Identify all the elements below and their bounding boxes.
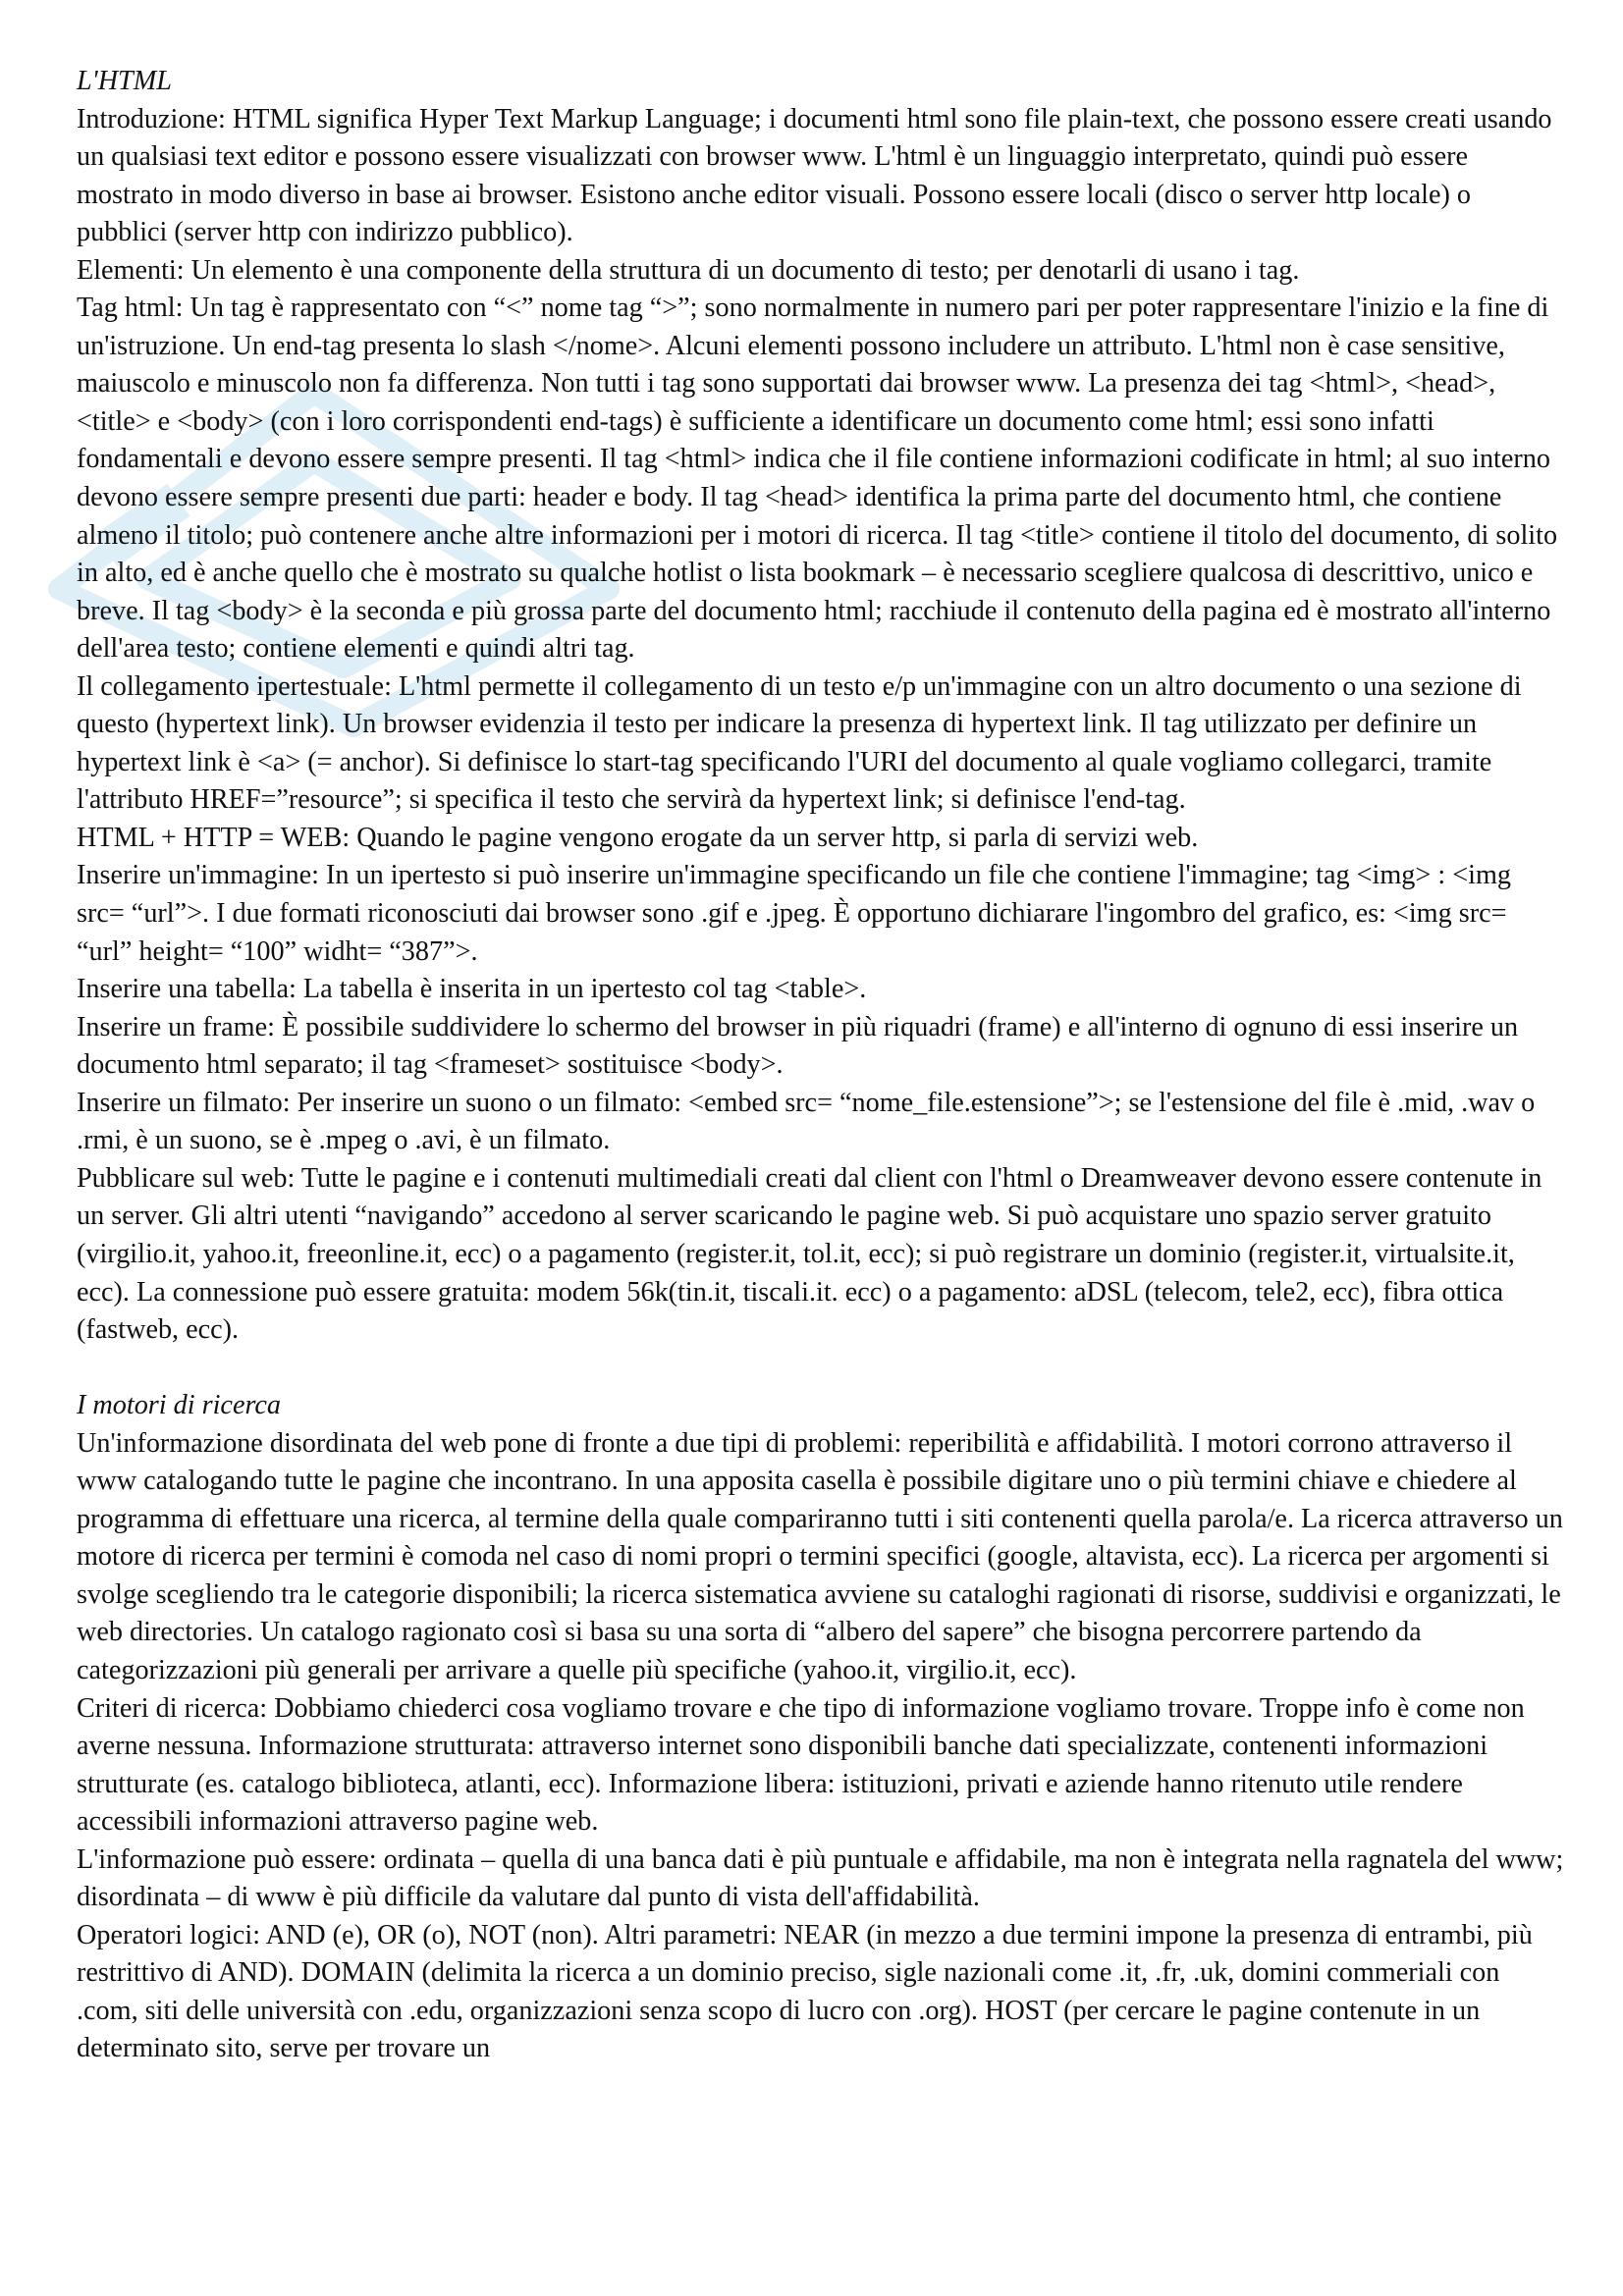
paragraph-tabella: Inserire una tabella: La tabella è inserita in un ipertesto col tag <table>. [77,974,867,1005]
paragraph-html-http-web: HTML + HTTP = WEB: Quando le pagine vengono erogate da un server http, si parla di servizi web. [77,822,1199,853]
paragraph-motori-intro: Un'informazione disordinata del web pone di fronte a due tipi di problemi: reperibilità e affidabilità. I motori corrono attraverso il www catalogando tutte le pagine che incontrano. In una apposita casella è possibile digitare uno o più termini chiave e chiedere al programma di effettuare una ricerca, al termine della quale compariranno tutti i siti contenenti quella parola/e. La ricerca attraverso un motore di ricerca per termini è comoda nel caso di nomi propri o termini specifici (google, altavista, ecc). La ricerca per argomenti si svolge scegliendo tra le categorie disponibili; la ricerca sistematica avviene su cataloghi ragionati di risorse, suddivisi e organizzati, le web directories. Un catalogo ragionato così si basa su una sorta di “albero del sapere” che bisogna percorrere partendo da categorizzazioni più generali per arrivare a quelle più specifiche (yahoo.it, virgilio.it, ecc). [77,1427,1563,1685]
paragraph-tag-html: Tag html: Un tag è rappresentato con “<” nome tag “>”; sono normalmente in numero pari per poter rappresentare l'inizio e la fine di un'istruzione. Un end-tag presenta lo slash </nome>. Alcuni elementi possono includere un attributo. L'html non è case sensitive, maiuscolo e minuscolo non fa differenza. Non tutti i tag sono supportati dai browser www. La presenza dei tag <html>, <head>, <title> e <body> (con i loro corrispondenti end-tags) è sufficiente a identificare un documento come html; essi sono infatti fondamentali e devono essere sempre presenti. Il tag <html> indica che il file contiene informazioni codificate in html; al suo interno devono essere sempre presenti due parti: header e body. Il tag <head> identifica la prima parte del documento html, che contiene almeno il titolo; può contenere anche altre informazioni per i motori di ricerca. Il tag <title> contiene il titolo del documento, di solito in alto, ed è anche quello che è mostrato su qualche hotlist o lista bookmark – è necessario scegliere qualcosa di descrittivo, unico e breve. Il tag <body> è la seconda e più grossa parte del documento html; racchiude il contenuto della pagina ed è mostrato all'interno dell'area testo; contiene elementi e quindi altri tag. [77,293,1558,665]
paragraph-frame: Inserire un frame: È possibile suddividere lo schermo del browser in più riquadri (frame) e all'interno di ognuno di essi inserire un documento html separato; il tag <frameset> sostituisce <body>. [77,1011,1519,1081]
paragraph-informazione: L'informazione può essere: ordinata – quella di una banca dati è più puntuale e affidabile, ma non è integrata nella ragnatela del www; disordinata – di www è più difficile da valutare dal punto di vista dell'affidabilità. [77,1843,1564,1913]
section-title-html: L'HTML [77,66,172,96]
paragraph-filmato: Inserire un filmato: Per inserire un suono o un filmato: <embed src= “nome_file.estensione”>; se l'estensione del file è .mid, .wav o .rmi, è un suono, se è .mpeg o .avi, è un filmato. [77,1087,1536,1156]
section-html [77,63,1564,1350]
paragraph-immagine: Inserire un'immagine: In un ipertesto si può inserire un'immagine specificando un file che contiene l'immagine; tag <img> : <img src= “url”>. I due formati riconosciuti dai browser sono .gif e .jpeg. È opportuno dichiarare l'ingombro del grafico, es: <img src= “url” height= “100” widht= “387”>. [77,860,1511,967]
paragraph-collegamento: Il collegamento ipertestuale: L'html permette il collegamento di un testo e/p un'immagine con un altro documento o una sezione di questo (hypertext link). Un browser evidenzia il testo per indicare la presenza di hypertext link. Il tag utilizzato per definire un hypertext link è <a> (= anchor). Si definisce lo start-tag specificando l'URI del documento al quale vogliamo collegarci, tramite l'attributo HREF=”resource”; si specifica il testo che servirà da hypertext link; si definisce l'end-tag. [77,670,1522,816]
section-motori [77,1387,1564,2068]
paragraph-introduzione: Introduzione: HTML significa Hyper Text Markup Language; i documenti html sono file plain-text, che possono essere creati usando un qualsiasi text editor e possono essere visualizzati con browser www. L'html è un linguaggio interpretato, quindi può essere mostrato in modo diverso in base ai browser. Esistono anche editor visuali. Possono essere locali (disco o server http locale) o pubblici (server http con indirizzo pubblico). [77,103,1552,248]
paragraph-operatori: Operatori logici: AND (e), OR (o), NOT (non). Altri parametri: NEAR (in mezzo a due termini impone la presenza di entrambi, più restrittivo di AND). DOMAIN (delimita la ricerca a un dominio preciso, sigle nazionali come .it, .fr, .uk, domini commeriali con .com, siti delle università con .edu, organizzazioni senza scopo di lucro con .org). HOST (per cercare le pagine contenute in un determinato sito, serve per trovare un [77,1919,1533,2064]
paragraph-criteri: Criteri di ricerca: Dobbiamo chiederci cosa vogliamo trovare e che tipo di informazione vogliamo trovare. Troppe info è come non averne nessuna. Informazione strutturata: attraverso internet sono disponibili banche dati specializzate, contenenti informazioni strutturate (es. catalogo biblioteca, atlanti, ecc). Informazione libera: istituzioni, privati e aziende hanno ritenuto utile rendere accessibili informazioni attraverso pagine web. [77,1692,1525,1838]
paragraph-pubblicare: Pubblicare sul web: Tutte le pagine e i contenuti multimediali creati dal client con l'html o Dreamweaver devono essere contenute in un server. Gli altri utenti “navigando” accedono al server scaricando le pagine web. Si può acquistare uno spazio server gratuito (virgilio.it, yahoo.it, freeonline.it, ecc) o a pagamento (register.it, tol.it, ecc); si può registrare un dominio (register.it, virtualsite.it, ecc). La connessione può essere gratuita: modem 56k(tin.it, tiscali.it. ecc) o a pagamento: aDSL (telecom, tele2, ecc), fibra ottica (fastweb, ecc). [77,1162,1542,1346]
section-spacer [77,1350,1564,1388]
section-title-motori: I motori di ricerca [77,1390,281,1421]
paragraph-elementi: Elementi: Un elemento è una componente della struttura di un documento di testo; per denotarli di usano i tag. [77,254,1300,286]
document-page [77,63,1564,2068]
